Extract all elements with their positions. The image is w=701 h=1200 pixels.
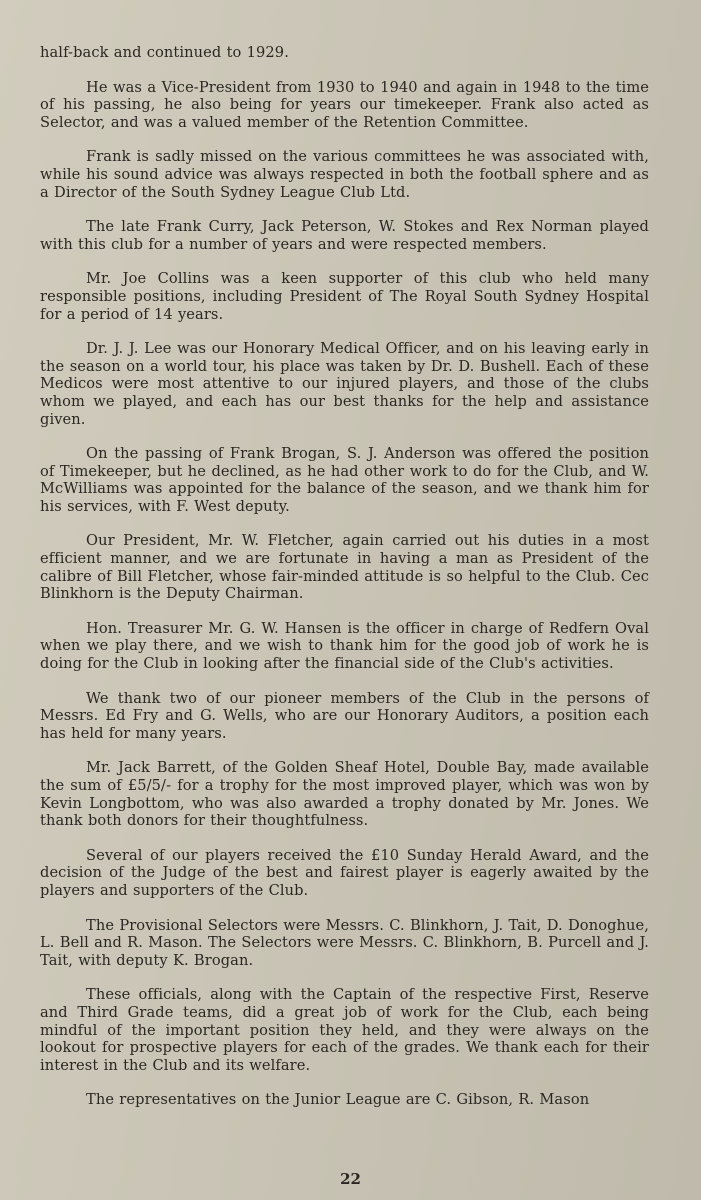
- body-text: [40, 44, 649, 1109]
- paragraph-7: On the passing of Frank Brogan, S. J. Anderson was offered the position of Timekeeper, but he declined, as he had other work to do for the Club, and W. McWilliams was appointed for the balance of the season, and we thank him for his services, with F. West deputy.: [40, 445, 649, 515]
- paragraph-3: Frank is sadly missed on the various committees he was associated with, while his sound advice was always respected in both the football sphere and as a Director of the South Sydney League Club Ltd.: [40, 148, 649, 201]
- paragraph-2: He was a Vice-President from 1930 to 1940 and again in 1948 to the time of his passing, he also being for years our timekeeper. Frank also acted as Selector, and was a valued member of the Retention Committee.: [40, 78, 649, 131]
- paragraph-13: The Provisional Selectors were Messrs. C. Blinkhorn, J. Tait, D. Donoghue, L. Bell and R. Mason. The Selectors were Messrs. C. Blinkhorn, B. Purcell and J. Tait, with deputy K. Brogan.: [40, 916, 649, 969]
- paragraph-11: Mr. Jack Barrett, of the Golden Sheaf Hotel, Double Bay, made available the sum of £5/5/- for a trophy for the most improved player, which was won by Kevin Longbottom, who was also awarded a trophy donated by Mr. Jones. We thank both donors for their thoughtfulness.: [40, 759, 649, 830]
- paragraph-5: Mr. Joe Collins was a keen supporter of this club who held many responsible positions, including President of The Royal South Sydney Hospital for a period of 14 years.: [40, 270, 649, 323]
- paragraph-8: Our President, Mr. W. Fletcher, again carried out his duties in a most efficient manner, and we are fortunate in having a man as President of the calibre of Bill Fletcher, whose fair-minded attitude is so helpful to the Club. Cec Blinkhorn is the Deputy Chairman.: [40, 532, 649, 603]
- paragraph-6: Dr. J. J. Lee was our Honorary Medical Officer, and on his leaving early in the season on a world tour, his place was taken by Dr. D. Bushell. Each of these Medicos were most attentive to our injured players, and those of the clubs whom we played, and each has our best thanks for the help and assistance given.: [40, 340, 649, 428]
- paragraph-14: These officials, along with the Captain of the respective First, Reserve and Third Grade teams, did a great job of work for the Club, each being mindful of the important position they held, and they were always on the lookout for prospective players for each of the grades. We thank each for their interest in the Club and its welfare.: [40, 986, 649, 1074]
- paragraph-10: We thank two of our pioneer members of the Club in the persons of Messrs. Ed Fry and G. Wells, who are our Honorary Auditors, a position each has held for many years.: [40, 689, 649, 742]
- paragraph-9: Hon. Treasurer Mr. G. W. Hansen is the officer in charge of Redfern Oval when we play there, and we wish to thank him for the good job of work he is doing for the Club in looking after the financial side of the Club's activities.: [40, 619, 649, 673]
- paragraph-1: half-back and continued to 1929.: [40, 44, 289, 61]
- paragraph-4: The late Frank Curry, Jack Peterson, W. Stokes and Rex Norman played with this club for a number of years and were respected members.: [40, 218, 649, 253]
- paragraph-15: The representatives on the Junior League are C. Gibson, R. Mason: [86, 1091, 590, 1109]
- page-number: 22: [340, 1170, 361, 1188]
- paragraph-12: Several of our players received the £10 Sunday Herald Award, and the decision of the Judge of the best and fairest player is eagerly awaited by the players and supporters of the Club.: [40, 846, 649, 899]
